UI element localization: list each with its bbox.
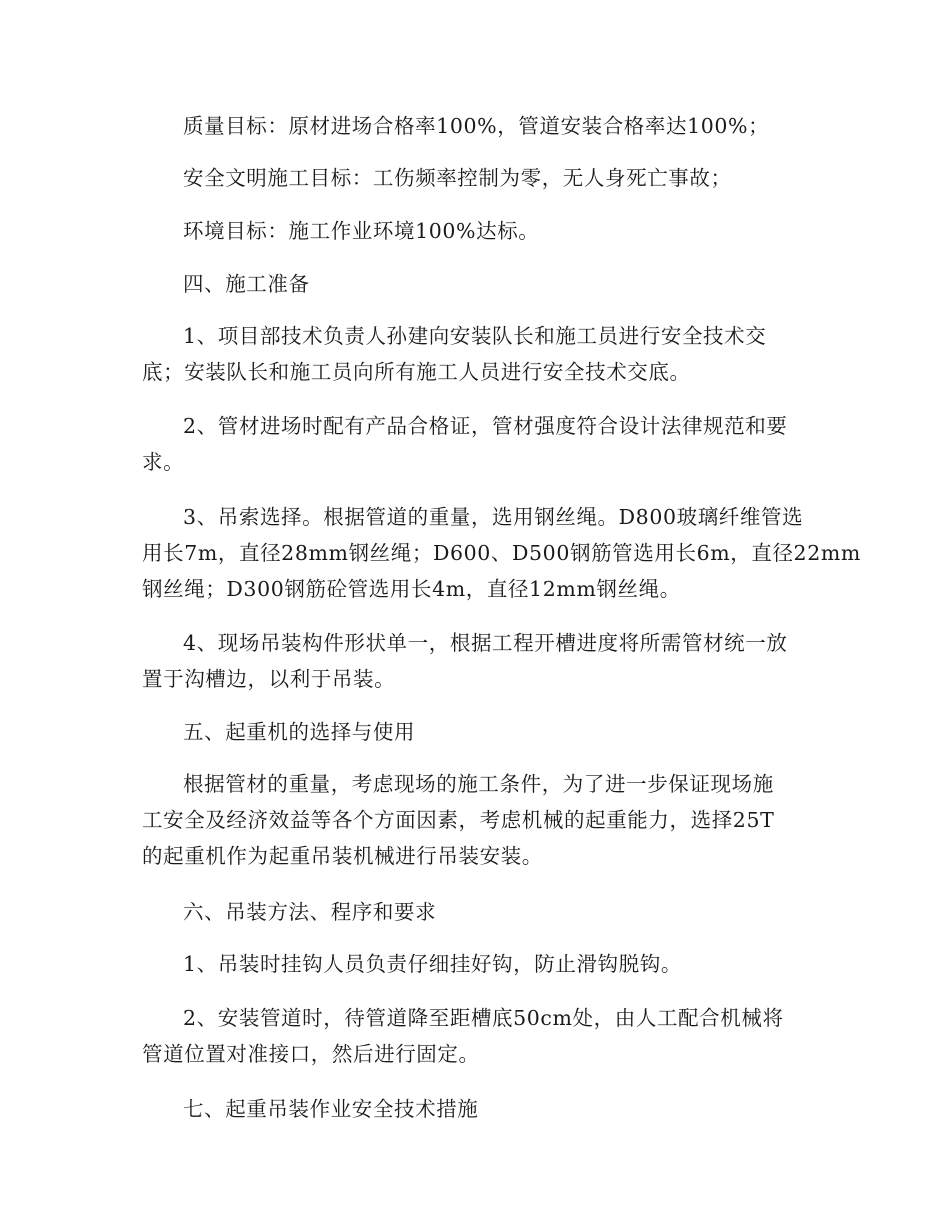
text-line: 2、管材进场时配有产品合格证，管材强度符合设计法律规范和要 [183, 414, 788, 438]
paragraph-safety-goal [142, 160, 812, 196]
text-line: 1、项目部技术负责人孙建向安装队长和施工员进行安全技术交 [183, 324, 767, 348]
paragraph-prep-3 [142, 499, 861, 607]
text-line: 求。 [142, 450, 185, 474]
section-heading-6 [142, 894, 812, 930]
text-line: 七、起重吊装作业安全技术措施 [183, 1097, 479, 1121]
paragraph-prep-2 [142, 408, 812, 480]
text-line: 1、吊装时挂钩人员负责仔细挂好钩，防止滑钩脱钩。 [183, 952, 682, 976]
text-line: 五、起重机的选择与使用 [183, 720, 416, 744]
text-line: 钢丝绳；D300钢筋砼管选用长4m，直径12mm钢丝绳。 [142, 577, 681, 601]
text-line: 六、吊装方法、程序和要求 [183, 900, 437, 924]
text-line: 用长7m，直径28mm钢丝绳；D600、D500钢筋管选用长6m，直径22mm [142, 541, 861, 565]
section-heading-7 [142, 1091, 812, 1127]
text-line: 4、现场吊装构件形状单一，根据工程开槽进度将所需管材统一放 [183, 631, 788, 655]
text-line: 安全文明施工目标：工伤频率控制为零，无人身死亡事故； [183, 166, 732, 190]
text-line: 2、安装管道时，待管道降至距槽底50cm处，由人工配合机械将 [183, 1006, 784, 1030]
paragraph-environment-goal [142, 213, 812, 249]
text-line: 底；安装队长和施工员向所有施工人员进行安全技术交底。 [142, 360, 691, 384]
text-line: 根据管材的重量，考虑现场的施工条件，为了进一步保证现场施 [183, 772, 774, 796]
section-heading-5 [142, 714, 812, 750]
text-line: 质量目标：原材进场合格率100%，管道安装合格率达100%； [183, 114, 770, 138]
text-line: 的起重机作为起重吊装机械进行吊装安装。 [142, 844, 543, 868]
text-line: 工安全及经济效益等各个方面因素，考虑机械的起重能力，选择25T [142, 808, 775, 832]
text-line: 管道位置对准接口，然后进行固定。 [142, 1042, 480, 1066]
paragraph-prep-4 [142, 625, 812, 697]
paragraph-quality-goal [142, 108, 812, 144]
text-line: 四、施工准备 [183, 272, 310, 296]
paragraph-prep-1 [142, 318, 812, 390]
paragraph-method-2 [142, 1000, 812, 1072]
text-line: 置于沟槽边，以利于吊装。 [142, 667, 396, 691]
text-line: 环境目标：施工作业环境100%达标。 [183, 219, 540, 243]
section-heading-4 [142, 266, 812, 302]
text-line: 3、吊索选择。根据管道的重量，选用钢丝绳。D800玻璃纤维管选 [183, 505, 804, 529]
paragraph-method-1 [142, 946, 812, 982]
paragraph-crane-selection [142, 766, 812, 874]
